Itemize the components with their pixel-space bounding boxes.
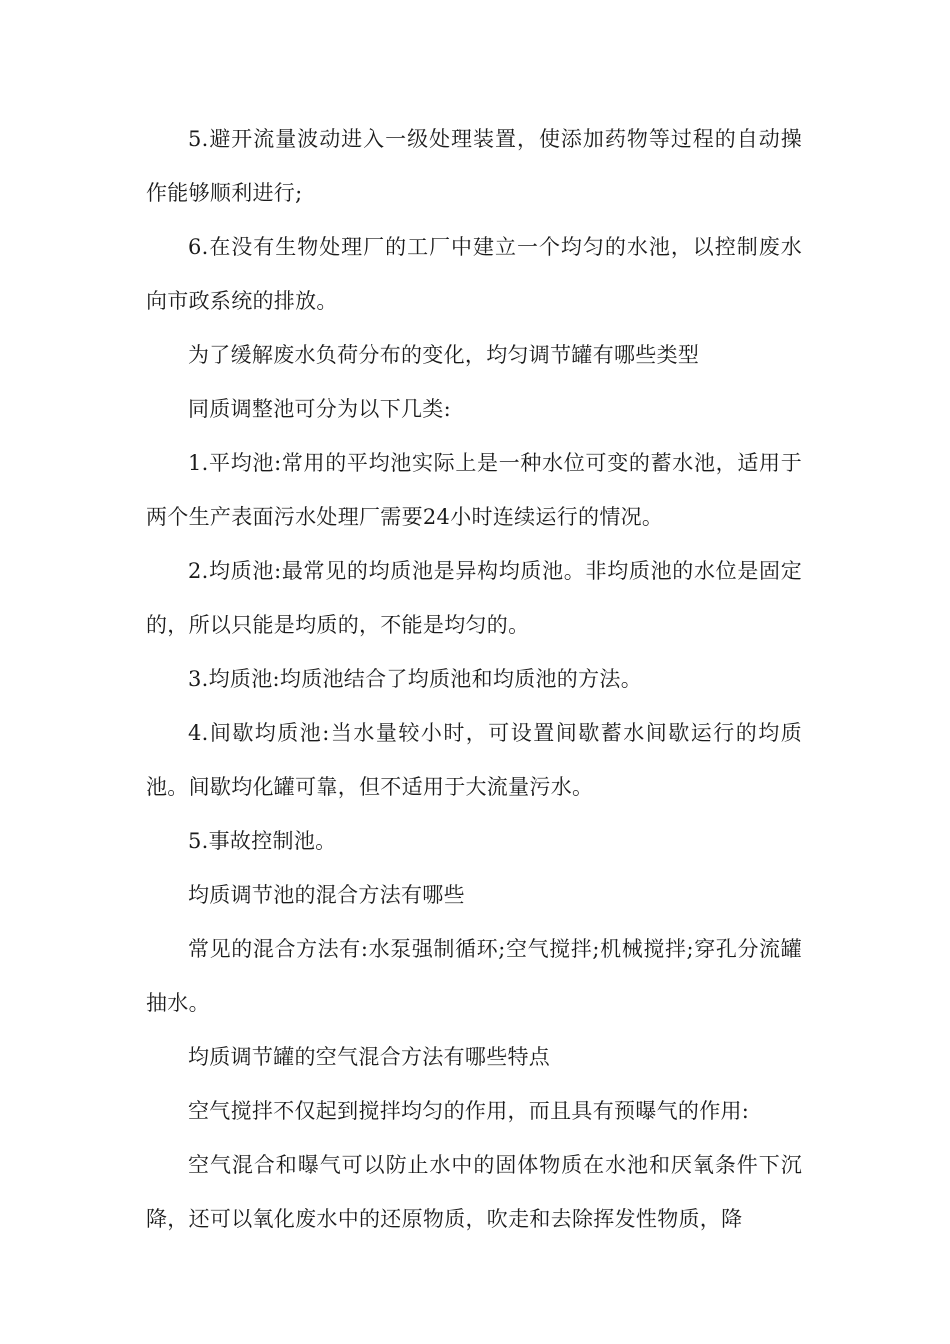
paragraph-11: 常见的混合方法有:水泵强制循环;空气搅拌;机械搅拌;穿孔分流罐抽水。: [146, 937, 802, 1015]
paragraph-13: 空气搅拌不仅起到搅拌均匀的作用，而且具有预曝气的作用:: [188, 1099, 750, 1123]
paragraph-3: 为了缓解废水负荷分布的变化，均匀调节罐有哪些类型: [188, 343, 700, 367]
paragraph-5: 1.平均池:常用的平均池实际上是一种水位可变的蓄水池，适用于两个生产表面污水处理厂需要24小时连续运行的情况。: [146, 451, 802, 529]
paragraph-2: 6.在没有生物处理厂的工厂中建立一个均匀的水池，以控制废水向市政系统的排放。: [146, 235, 802, 313]
paragraph-8: 4.间歇均质池:当水量较小时，可设置间歇蓄水间歇运行的均质池。间歇均化罐可靠，但不适用于大流量污水。: [146, 721, 802, 799]
paragraph-10: 均质调节池的混合方法有哪些: [188, 883, 465, 907]
paragraph-1: 5.避开流量波动进入一级处理装置，使添加药物等过程的自动操作能够顺利进行;: [146, 127, 802, 205]
paragraph-6: 2.均质池:最常见的均质池是异构均质池。非均质池的水位是固定的，所以只能是均质的，不能是均匀的。: [146, 559, 802, 637]
paragraph-9: 5.事故控制池。: [188, 829, 337, 853]
paragraph-14: 空气混合和曝气可以防止水中的固体物质在水池和厌氧条件下沉降，还可以氧化废水中的还原物质，吹走和去除挥发性物质，降: [146, 1153, 802, 1231]
document-page: [146, 112, 802, 1246]
paragraph-7: 3.均质池:均质池结合了均质池和均质池的方法。: [188, 667, 643, 691]
paragraph-4: 同质调整池可分为以下几类:: [188, 397, 451, 421]
paragraph-12: 均质调节罐的空气混合方法有哪些特点: [188, 1045, 551, 1069]
